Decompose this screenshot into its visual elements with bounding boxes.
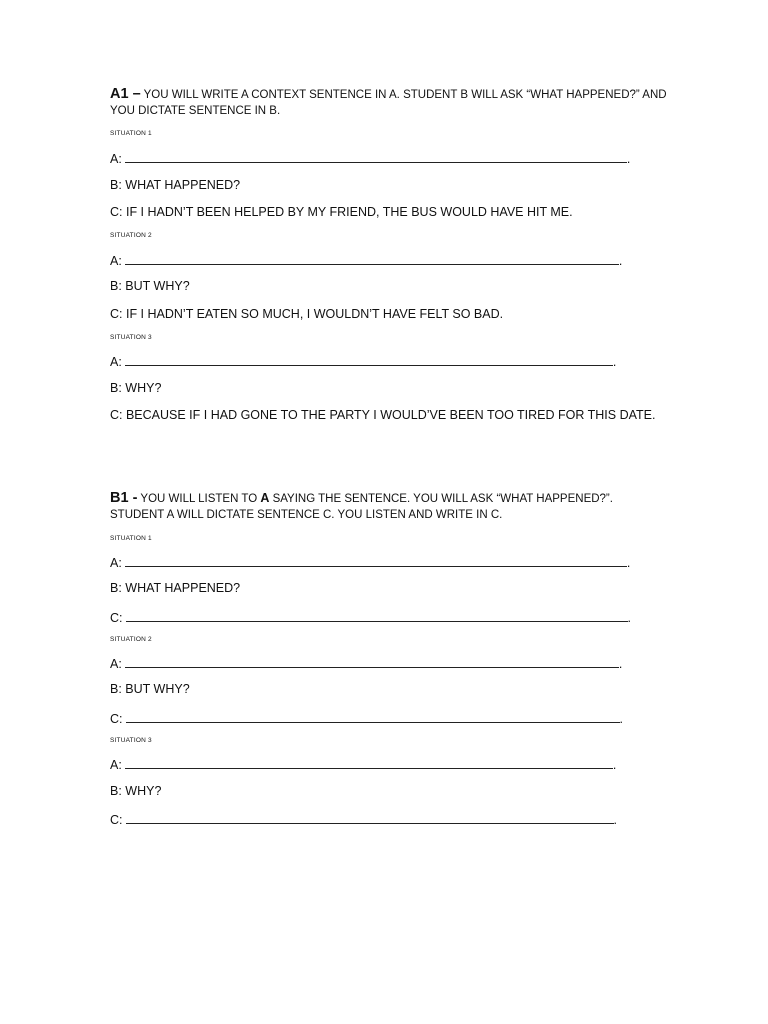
situation-b1-line-b: B: WHAT HAPPENED? xyxy=(110,581,241,595)
situation-a1-line-b: B: WHAT HAPPENED? xyxy=(110,178,241,192)
line-suffix: . xyxy=(612,758,617,772)
answer-blank-b3-a[interactable] xyxy=(125,756,613,769)
situation-a1-line-c: C: IF I HADN’T BEEN HELPED BY MY FRIEND, THE BUS WOULD HAVE HIT ME. xyxy=(110,205,573,219)
situation-a1-line-a xyxy=(110,150,630,166)
situation-b3-line-a xyxy=(110,756,616,772)
section-b-instruction-strong: A xyxy=(260,491,270,505)
line-c-prefix: C: xyxy=(110,813,123,827)
line-suffix: . xyxy=(613,813,617,827)
situation-a2-line-c: C: IF I HADN’T EATEN SO MUCH, I WOULDN’T HAVE FELT SO BAD. xyxy=(110,307,504,321)
section-b-instruction-part2: SAYING THE SENTENCE. YOU WILL ASK “WHAT HAPPENED?”. STUDENT A WILL DICTATE SENTENCE C. YOU LISTEN AND WRITE IN C. xyxy=(110,493,613,521)
situation-b1-line-a xyxy=(110,554,630,570)
section-b-instruction-part1: YOU WILL LISTEN TO xyxy=(140,493,261,505)
answer-blank-a2[interactable] xyxy=(125,252,619,265)
line-suffix: . xyxy=(626,556,631,570)
line-suffix: . xyxy=(627,611,631,625)
line-a-prefix: A: xyxy=(110,556,122,570)
situation-a2-label: SITUATION 2 xyxy=(110,232,152,239)
answer-blank-b1-a[interactable] xyxy=(125,554,627,567)
situation-b3-line-b: B: WHY? xyxy=(110,784,162,798)
line-c-prefix: C: xyxy=(110,712,123,726)
line-a-prefix: A: xyxy=(110,254,122,268)
section-b-heading xyxy=(110,490,670,523)
situation-a3-line-a xyxy=(110,353,616,369)
line-c-prefix: C: xyxy=(110,611,123,625)
section-a-code: A1 – xyxy=(110,86,141,102)
situation-b2-line-a xyxy=(110,655,622,671)
situation-a1-label: SITUATION 1 xyxy=(110,130,152,137)
answer-blank-a3[interactable] xyxy=(125,353,613,366)
line-a-prefix: A: xyxy=(110,152,122,166)
situation-b1-line-c xyxy=(110,609,631,625)
situation-b2-line-c xyxy=(110,710,623,726)
answer-blank-a1[interactable] xyxy=(125,150,627,163)
answer-blank-b3-c[interactable] xyxy=(126,811,614,824)
situation-a3-line-b: B: WHY? xyxy=(110,381,162,395)
line-suffix: . xyxy=(618,254,623,268)
section-a-instruction: YOU WILL WRITE A CONTEXT SENTENCE IN A. STUDENT B WILL ASK “WHAT HAPPENED?” AND YOU DICTATE SENTENCE IN B. xyxy=(110,89,667,117)
answer-blank-b2-a[interactable] xyxy=(125,655,619,668)
line-suffix: . xyxy=(618,657,623,671)
situation-b2-line-b: B: BUT WHY? xyxy=(110,682,190,696)
answer-blank-b1-c[interactable] xyxy=(126,609,628,622)
section-b-code: B1 - xyxy=(110,490,138,506)
situation-a2-line-a xyxy=(110,252,622,268)
situation-a3-line-c: C: BECAUSE IF I HAD GONE TO THE PARTY I WOULD’VE BEEN TOO TIRED FOR THIS DATE. xyxy=(110,408,656,422)
situation-a3-label: SITUATION 3 xyxy=(110,334,152,341)
line-a-prefix: A: xyxy=(110,657,122,671)
situation-b3-label: SITUATION 3 xyxy=(110,737,152,744)
line-suffix: . xyxy=(612,355,617,369)
line-suffix: . xyxy=(619,712,623,726)
line-a-prefix: A: xyxy=(110,758,122,772)
section-a-heading xyxy=(110,86,670,119)
situation-b2-label: SITUATION 2 xyxy=(110,636,152,643)
line-a-prefix: A: xyxy=(110,355,122,369)
answer-blank-b2-c[interactable] xyxy=(126,710,620,723)
situation-b3-line-c xyxy=(110,811,617,827)
line-suffix: . xyxy=(626,152,631,166)
situation-a2-line-b: B: BUT WHY? xyxy=(110,279,190,293)
situation-b1-label: SITUATION 1 xyxy=(110,535,152,542)
